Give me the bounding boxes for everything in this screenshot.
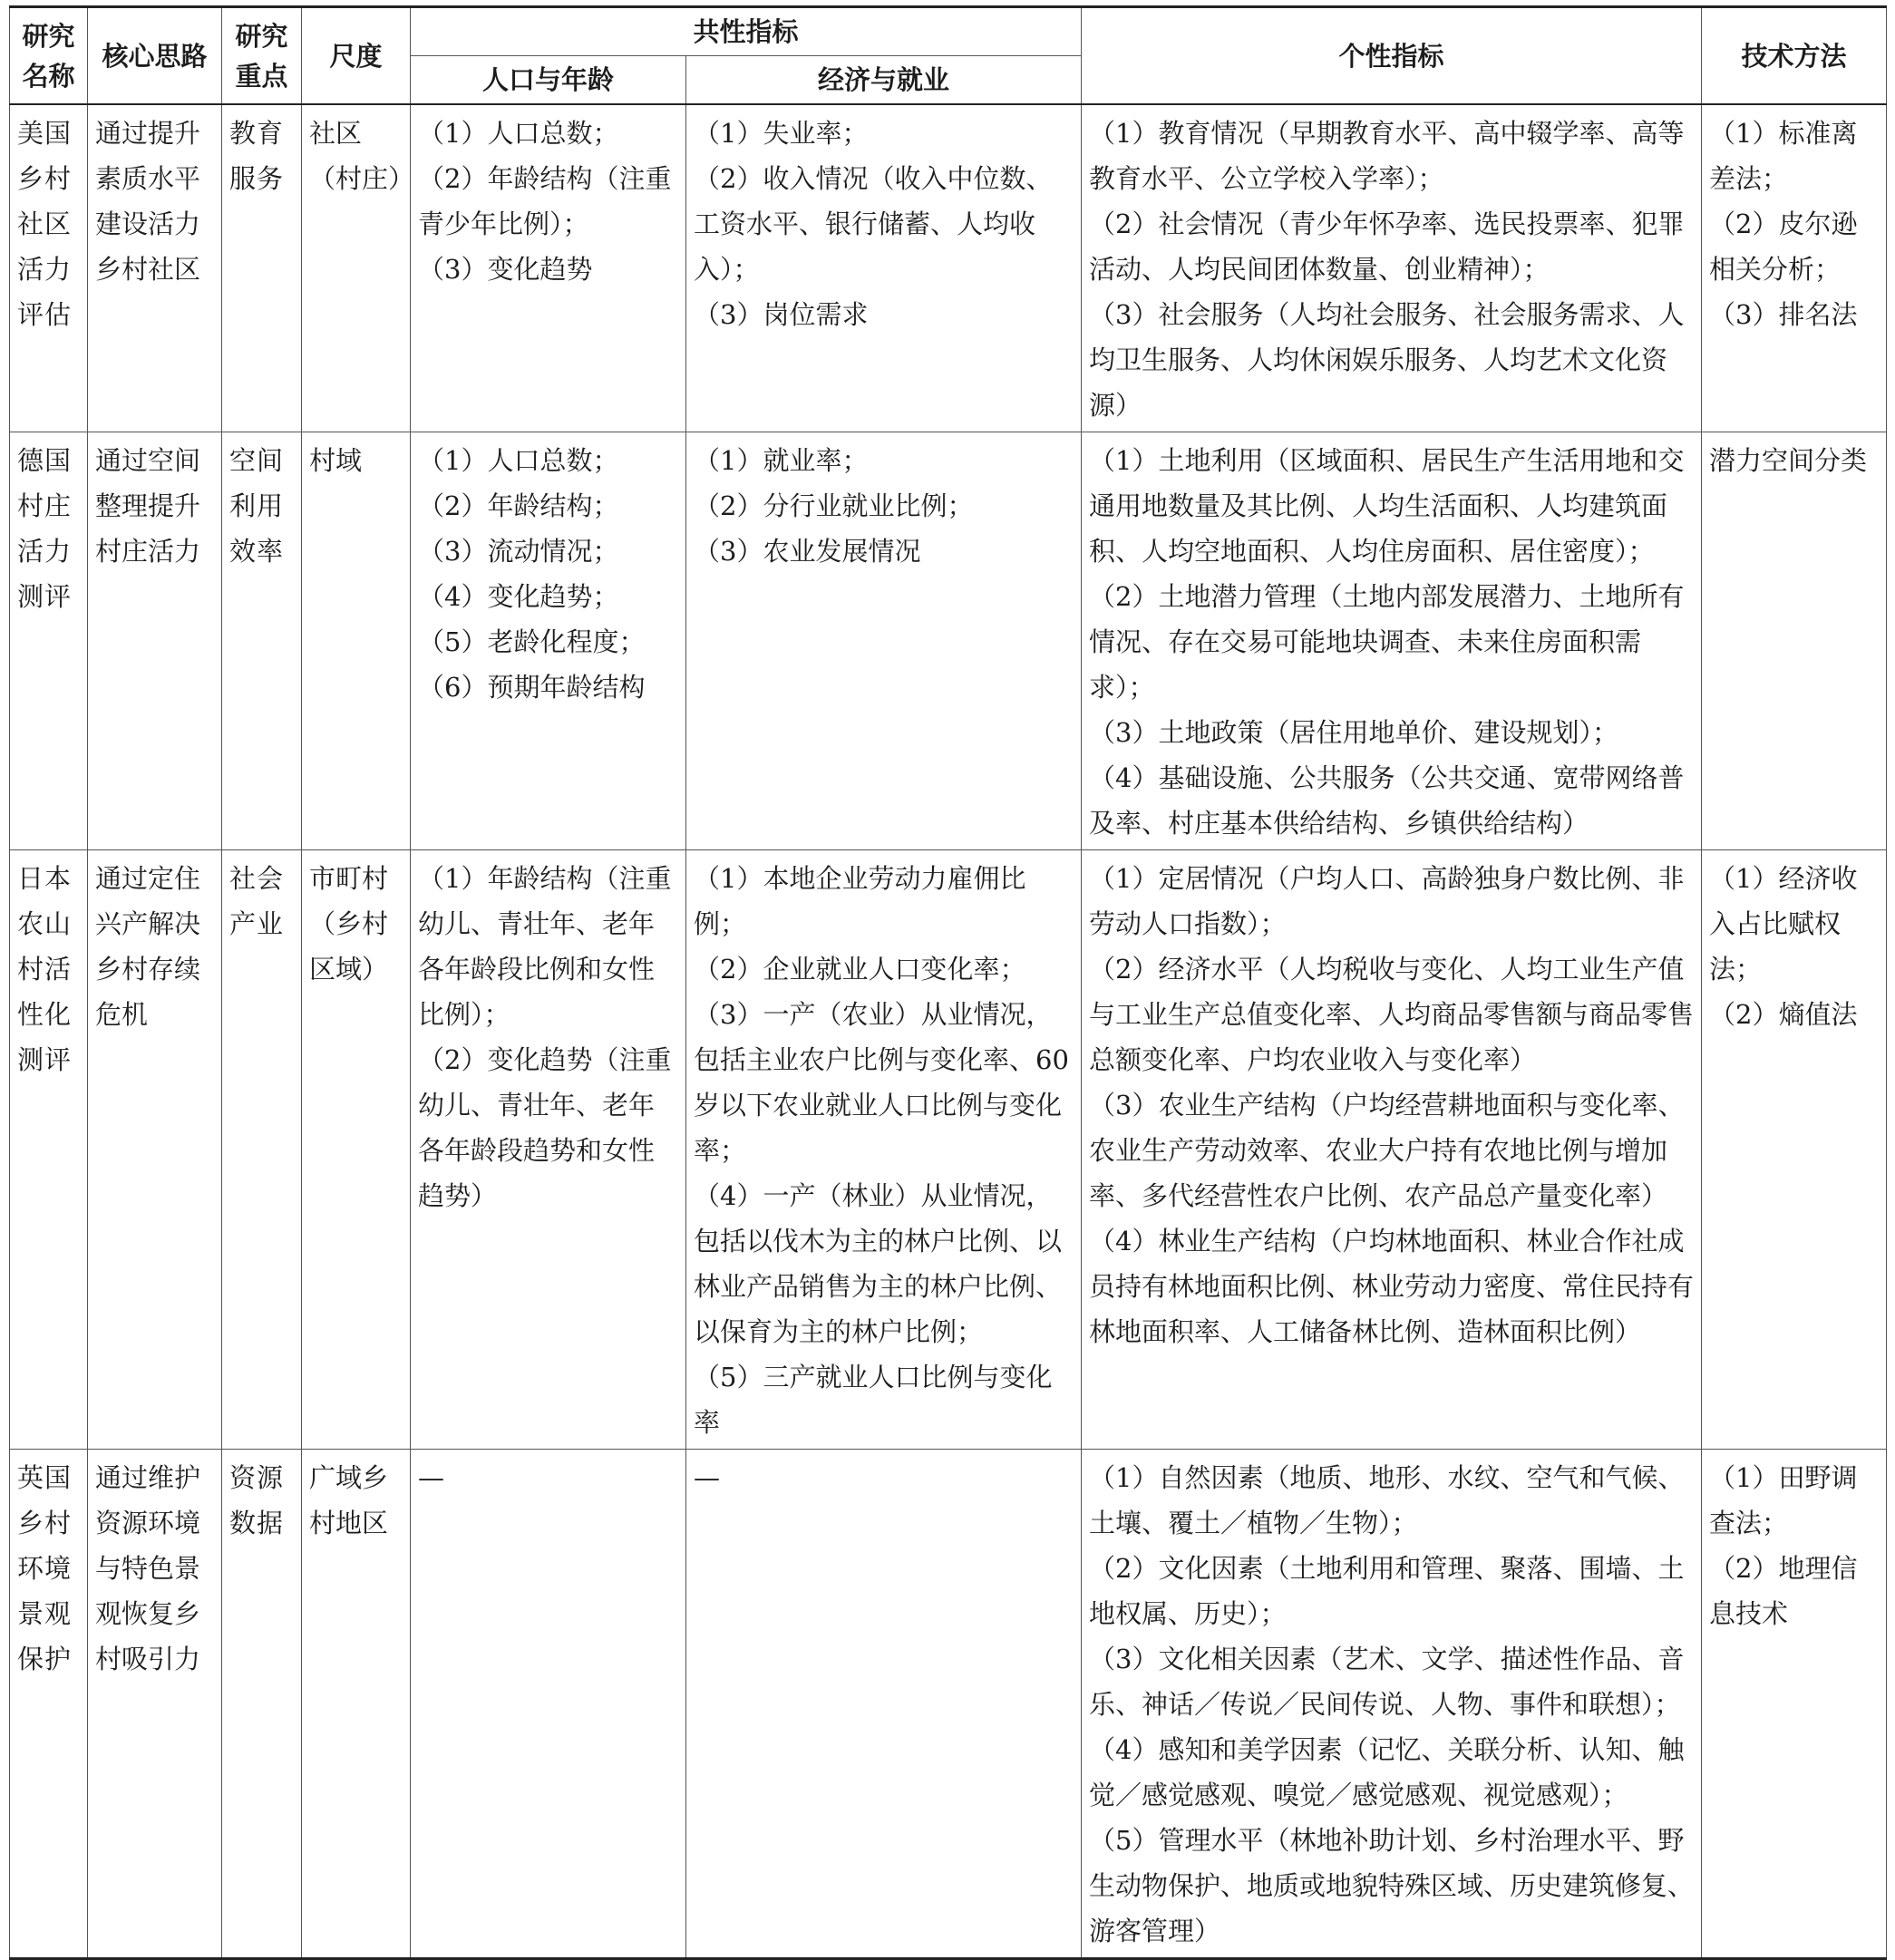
list-item: （1）标准离差法； bbox=[1709, 118, 1858, 194]
research-focus-cell: 教育服务 bbox=[222, 104, 302, 432]
header-research-name: 研究名称 bbox=[10, 7, 88, 105]
technical-method-cell bbox=[1702, 104, 1887, 432]
list-item: （3）土地政策（居住用地单价、建设规划）； bbox=[1089, 717, 1618, 748]
list-item: （1）经济收入占比赋权法； bbox=[1709, 863, 1858, 985]
header-individual-indicators: 个性指标 bbox=[1082, 7, 1702, 105]
list-item: （2）熵值法 bbox=[1709, 999, 1858, 1030]
core-idea-cell: 通过空间整理提升村庄活力 bbox=[88, 432, 222, 850]
list-item: （4）基础设施、公共服务（公共交通、宽带网络普及率、村庄基本供给结构、乡镇供给结构） bbox=[1089, 762, 1685, 839]
technical-method-cell bbox=[1702, 432, 1887, 850]
scale-cell: 社区（村庄） bbox=[302, 104, 411, 432]
population-age-cell bbox=[411, 104, 686, 432]
comparison-table bbox=[9, 5, 1887, 1960]
economy-employment-cell bbox=[686, 432, 1082, 850]
individual-indicators-cell bbox=[1082, 1450, 1702, 1959]
list-item: （1）自然因素（地质、地形、水纹、空气和气候、土壤、覆土／植物／生物）； bbox=[1089, 1462, 1685, 1538]
list-item: （5）老龄化程度； bbox=[418, 626, 646, 657]
research-name-cell: 德国村庄活力测评 bbox=[10, 432, 88, 850]
list-item: （2）经济水平（人均税收与变化、人均工业生产值与工业生产总值变化率、人均商品零售额与商品零售总额变化率、户均农业收入与变化率） bbox=[1089, 954, 1695, 1075]
population-age-cell bbox=[411, 850, 686, 1450]
research-name-cell: 日本农山村活性化测评 bbox=[10, 850, 88, 1450]
header-common-indicators: 共性指标 bbox=[411, 7, 1082, 56]
list-item: （2）企业就业人口变化率； bbox=[694, 954, 1026, 985]
list-item: （1）土地利用（区域面积、居民生产生活用地和交通用地数量及其比例、人均生活面积、人均建筑面积、人均空地面积、人均住房面积、居住密度）； bbox=[1089, 445, 1685, 567]
list-item: 潜力空间分类 bbox=[1709, 445, 1868, 476]
header-scale: 尺度 bbox=[302, 7, 411, 105]
scale-cell: 市町村（乡村区域） bbox=[302, 850, 411, 1450]
list-item: （3）流动情况； bbox=[418, 536, 619, 567]
individual-indicators-cell bbox=[1082, 850, 1702, 1450]
research-name-cell: 美国乡村社区活力评估 bbox=[10, 104, 88, 432]
population-age-cell bbox=[411, 1450, 686, 1959]
list-item: （3）一产（农业）从业情况，包括主业农户比例与变化率、60岁以下农业就业人口比例与变化率； bbox=[694, 999, 1069, 1166]
list-item: （1）人口总数； bbox=[418, 445, 619, 476]
list-item: （2）文化因素（土地利用和管理、聚落、围墙、土地权属、历史）； bbox=[1089, 1553, 1685, 1629]
list-item: （1）人口总数； bbox=[418, 118, 619, 149]
economy-employment-cell bbox=[686, 1450, 1082, 1959]
table-row bbox=[10, 104, 1887, 432]
list-item: （1）本地企业劳动力雇佣比例； bbox=[694, 863, 1026, 939]
header-core-idea: 核心思路 bbox=[88, 7, 222, 105]
list-item: （4）林业生产结构（户均林地面积、林业合作社成员持有林地面积比例、林业劳动力密度、常住民持有林地面积率、人工储备林比例、造林面积比例） bbox=[1089, 1226, 1695, 1347]
list-item: （4）变化趋势； bbox=[418, 581, 619, 612]
list-item: （2）年龄结构； bbox=[418, 490, 619, 521]
list-item: （5）管理水平（林地补助计划、乡村治理水平、野生动物保护、地质或地貌特殊区域、历史建筑修复、游客管理） bbox=[1089, 1825, 1695, 1946]
table-row bbox=[10, 850, 1887, 1450]
economy-employment-cell bbox=[686, 104, 1082, 432]
list-item: （1）失业率； bbox=[694, 118, 869, 149]
economy-employment-cell bbox=[686, 850, 1082, 1450]
table-row bbox=[10, 432, 1887, 850]
research-focus-cell: 资源数据 bbox=[222, 1450, 302, 1959]
list-item: （1）教育情况（早期教育水平、高中辍学率、高等教育水平、公立学校入学率）； bbox=[1089, 118, 1685, 194]
list-item: （4）感知和美学因素（记忆、关联分析、认知、触觉／感觉感观、嗅觉／感觉感观、视觉感观）； bbox=[1089, 1734, 1685, 1810]
list-item: （2）地理信息技术 bbox=[1709, 1553, 1858, 1629]
individual-indicators-cell bbox=[1082, 432, 1702, 850]
list-item: （3）岗位需求 bbox=[694, 299, 869, 330]
list-item: （2）分行业就业比例； bbox=[694, 490, 974, 521]
list-item: （5）三产就业人口比例与变化率 bbox=[694, 1362, 1053, 1438]
list-item: （2）皮尔逊相关分析； bbox=[1709, 209, 1858, 285]
core-idea-cell: 通过提升素质水平建设活力乡村社区 bbox=[88, 104, 222, 432]
population-age-cell bbox=[411, 432, 686, 850]
technical-method-cell bbox=[1702, 1450, 1887, 1959]
list-item: （1）就业率； bbox=[694, 445, 869, 476]
list-item: （3）变化趋势 bbox=[418, 254, 593, 285]
research-name-cell: 英国乡村环境景观保护 bbox=[10, 1450, 88, 1959]
list-item: （1）定居情况（户均人口、高龄独身户数比例、非劳动人口指数）； bbox=[1089, 863, 1685, 939]
list-item: （4）一产（林业）从业情况，包括以伐木为主的林户比例、以林业产品销售为主的林户比例、以保育为主的林户比例； bbox=[694, 1180, 1063, 1347]
header-population-age: 人口与年龄 bbox=[411, 56, 686, 105]
list-item: （3）农业生产结构（户均经营耕地面积与变化率、农业生产劳动效率、农业大户持有农地比例与增加率、多代经营性农户比例、农产品总产量变化率） bbox=[1089, 1090, 1685, 1211]
table-row bbox=[10, 1450, 1887, 1959]
technical-method-cell bbox=[1702, 850, 1887, 1450]
list-item: — bbox=[694, 1462, 720, 1493]
core-idea-cell: 通过维护资源环境与特色景观恢复乡村吸引力 bbox=[88, 1450, 222, 1959]
list-item: — bbox=[418, 1462, 444, 1493]
header-research-focus: 研究重点 bbox=[222, 7, 302, 105]
scale-cell: 村域 bbox=[302, 432, 411, 850]
list-item: （6）预期年龄结构 bbox=[418, 672, 646, 703]
individual-indicators-cell bbox=[1082, 104, 1702, 432]
list-item: （2）土地潜力管理（土地内部发展潜力、土地所有情况、存在交易可能地块调查、未来住房面积需求）； bbox=[1089, 581, 1685, 703]
header-technical-method: 技术方法 bbox=[1702, 7, 1887, 105]
list-item: （2）收入情况（收入中位数、工资水平、银行储蓄、人均收入）； bbox=[694, 163, 1053, 285]
table-body bbox=[10, 104, 1887, 1959]
list-item: （2）变化趋势（注重幼儿、青壮年、老年各年龄段趋势和女性趋势） bbox=[418, 1044, 672, 1211]
list-item: （1）田野调查法； bbox=[1709, 1462, 1858, 1538]
list-item: （3）排名法 bbox=[1709, 299, 1858, 330]
scale-cell: 广域乡村地区 bbox=[302, 1450, 411, 1959]
list-item: （3）社会服务（人均社会服务、社会服务需求、人均卫生服务、人均休闲娱乐服务、人均艺术文化资源） bbox=[1089, 299, 1685, 421]
list-item: （3）农业发展情况 bbox=[694, 536, 921, 567]
list-item: （1）年龄结构（注重幼儿、青壮年、老年各年龄段比例和女性比例）； bbox=[418, 863, 672, 1030]
header-economy-employment: 经济与就业 bbox=[686, 56, 1082, 105]
list-item: （2）社会情况（青少年怀孕率、选民投票率、犯罪活动、人均民间团体数量、创业精神）； bbox=[1089, 209, 1685, 285]
list-item: （2）年龄结构（注重青少年比例）； bbox=[418, 163, 672, 239]
list-item: （3）文化相关因素（艺术、文学、描述性作品、音乐、神话／传说／民间传说、人物、事件和联想）； bbox=[1089, 1644, 1685, 1720]
research-focus-cell: 空间利用效率 bbox=[222, 432, 302, 850]
research-focus-cell: 社会产业 bbox=[222, 850, 302, 1450]
core-idea-cell: 通过定住兴产解决乡村存续危机 bbox=[88, 850, 222, 1450]
